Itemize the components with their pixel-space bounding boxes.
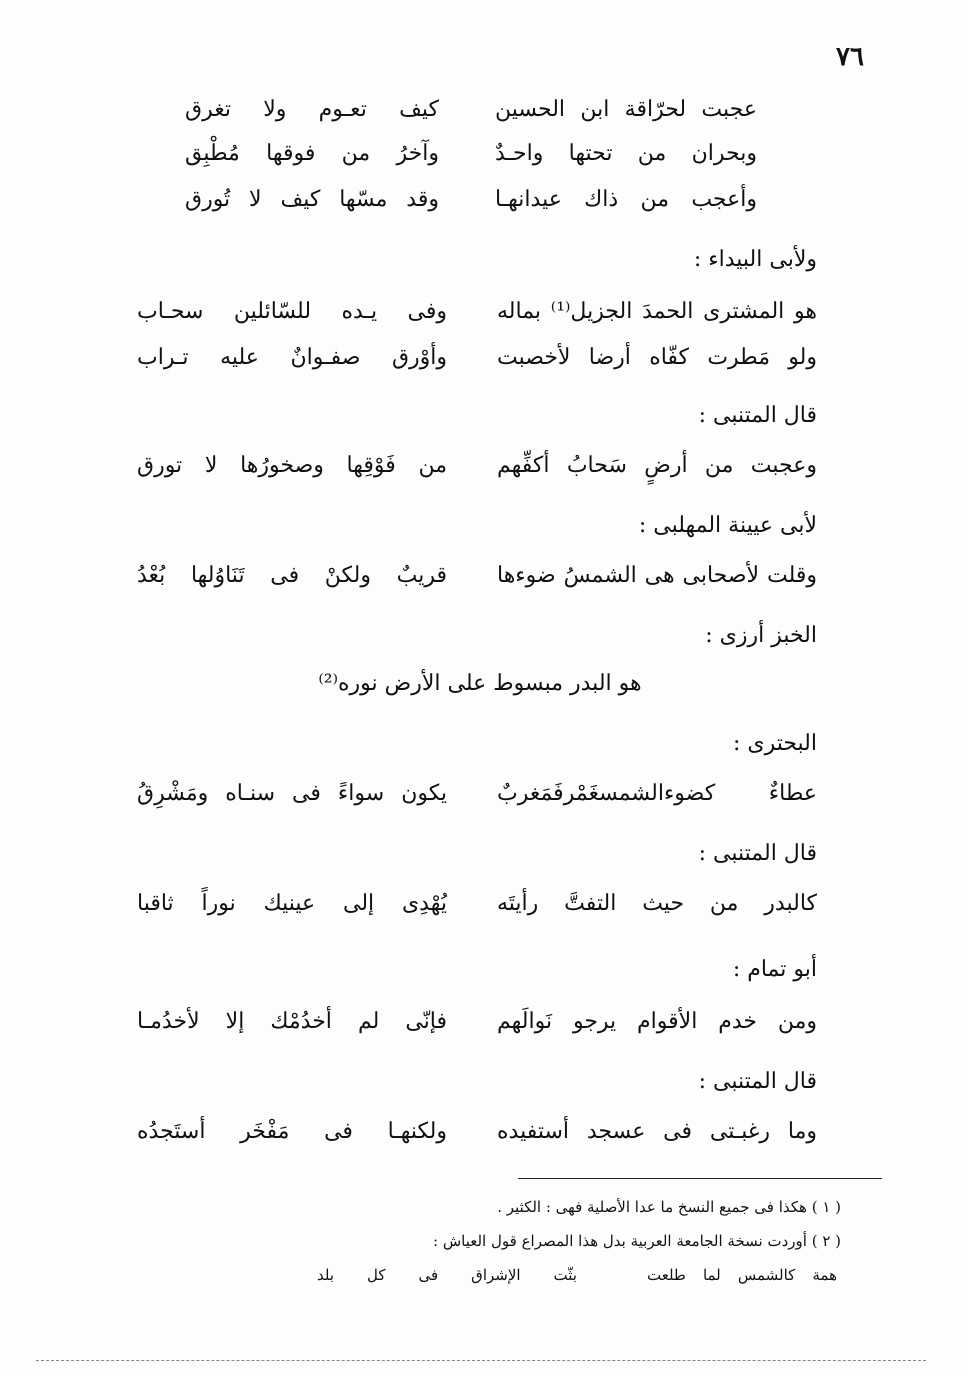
verse-line	[137, 1112, 817, 1152]
attribution-heading: أبو تمام :	[732, 957, 817, 982]
attribution-heading: الخبز أرزى :	[705, 623, 817, 648]
verse-hemistich-second: وقد مسّها كيف لا تُورق	[185, 187, 439, 212]
verse-hemistich-second: قريبٌ ولكنْ فى تَنَاوُلها بُعْدُ	[137, 563, 447, 588]
verse-hemistich-first: وقلت لأصحابى هى الشمسُ ضوءها	[497, 563, 817, 588]
verse-hemistich-second: ولكنهـا فى مَفْخَر أستَجدُه	[137, 1119, 447, 1144]
verse-line	[185, 134, 757, 174]
footnote-2: ( ٢ ) أوردت نسخة الجامعة العربية بدل هذا المصراع قول العياش :	[433, 1232, 841, 1250]
verse-line	[137, 1002, 817, 1042]
verse-hemistich-first: كالبدر من حيث التفتَّ رأيتَه	[497, 891, 817, 916]
verse-hemistich-first: وعجبت من أرضٍ سَحابُ أكفِّهم	[497, 453, 817, 478]
attribution-heading: لأبى عيينة المهلبى :	[638, 513, 817, 538]
verse-hemistich-second: وآخرُ من فوقها مُطْبِق	[185, 141, 439, 166]
verse-line	[137, 774, 817, 814]
verse-line	[185, 90, 757, 130]
verse-line	[137, 446, 817, 486]
attribution-heading: ولأبى البيداء :	[693, 247, 817, 272]
verse-hemistich-second: وفى يـده للسّائلين سحـاب	[137, 299, 447, 324]
verse-hemistich-second: فإنّى لم أخدُمْك إلا لأخدُمـا	[137, 1009, 447, 1034]
verse-hemistich-first: ومن خدم الأقوام يرجو نَوالَهم	[497, 1009, 817, 1034]
attribution-heading: البحترى :	[732, 731, 817, 756]
verse-hemistich-first: هو المشترى الحمدَ الجزيل⁽¹⁾ بماله	[497, 299, 817, 324]
attribution-heading: قال المتنبى :	[698, 1069, 817, 1094]
footnote-separator	[518, 1178, 882, 1179]
verse-hemistich-second: يكون سواءً فى سنـاه ومَشْرِقُ	[137, 781, 447, 806]
footnote-1: ( ١ ) هكذا فى جميع النسخ ما عدا الأصلية فهى : الكثير .	[497, 1198, 841, 1216]
verse-hemistich-second: كيف تعـوم ولا تغرق	[185, 97, 439, 122]
page-number: ٧٦	[836, 42, 864, 72]
verse-hemistich-second: من فَوْقِها وصخورُها لا تورق	[137, 453, 447, 478]
footnote-verse	[217, 1262, 837, 1288]
verse-hemistich-first: همة كالشمس لما طلعت	[647, 1266, 837, 1284]
page-bottom-edge	[36, 1360, 926, 1361]
verse-line	[137, 292, 817, 332]
verse-line	[137, 338, 817, 378]
single-hemistich: هو البدر مبسوط على الأرض نوره⁽²⁾	[318, 671, 642, 696]
verse-hemistich-first: وما رغبـتى فى عسجد أستفيده	[497, 1119, 817, 1144]
verse-hemistich-first: ولو مَطرت كفّاه أرضا لأخصبت	[497, 345, 817, 370]
verse-hemistich-first: عطاءٌ كضوءالشمسغَمْرفَمَغربٌ	[497, 781, 817, 806]
attribution-heading: قال المتنبى :	[698, 403, 817, 428]
attribution-heading: قال المتنبى :	[698, 841, 817, 866]
verse-hemistich-second: يُهْدِى إلى عينيك نوراً ثاقبا	[137, 891, 447, 916]
verse-line	[185, 180, 757, 220]
verse-line	[137, 556, 817, 596]
verse-hemistich-first: وبحران من تحتها واحـدٌ	[495, 141, 757, 166]
verse-hemistich-second: وأوْرق صفـوانٌ عليه تـراب	[137, 345, 447, 370]
verse-hemistich-first: عجبت لحرّاقة ابن الحسين	[495, 97, 757, 122]
verse-line	[137, 884, 817, 924]
verse-hemistich-first: وأعجب من ذاك عيدانهـا	[495, 187, 757, 212]
verse-hemistich-second: بثّت الإشراق فى كل بلد	[317, 1266, 577, 1284]
